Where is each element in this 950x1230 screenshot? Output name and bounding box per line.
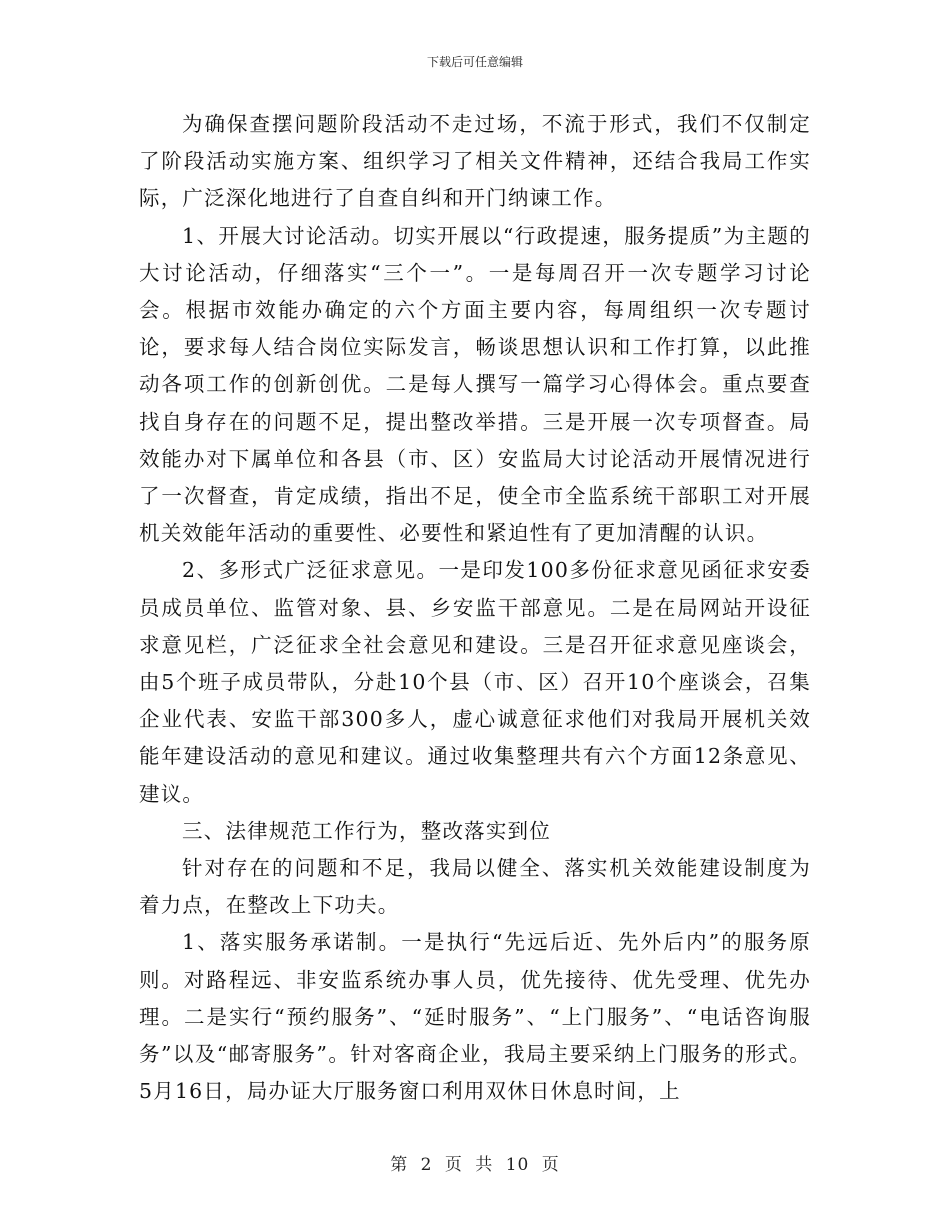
footer-suffix: 页 — [541, 1155, 560, 1175]
paragraph-discussion-activity: 1、开展大讨论活动。切实开展以“行政提速，服务提质”为主题的大讨论活动，仔细落实“三个一”。一是每周召开一次专题学习讨论会。根据市效能办确定的六个方面主要内容，每周组织一次专题讨论，要求每人结合岗位实际发言，畅谈思想认识和工作打算，以此推动各项工作的创新创优。二是每人撰写一篇学习心得体会。重点要查找自身存在的问题不足，提出整改举措。三是开展一次专项督查。局效能办对下属单位和各县（市、区）安监局大讨论活动开展情况进行了一次督查，肯定成绩，指出不足，使全市全监系统干部职工对开展机关效能年活动的重要性、必要性和紧迫性有了更加清醒的认识。 — [139, 223, 811, 546]
section-heading: 三、法律规范工作行为，整改落实到位 — [182, 818, 551, 843]
footer-page-word: 页 — [444, 1155, 463, 1175]
document-body — [139, 106, 811, 1110]
page-header: 下载后可任意编辑 — [426, 55, 523, 69]
paragraph-solicit-opinions: 2、多形式广泛征求意见。一是印发100多份征求意见函征求安委员成员单位、监管对象、县、乡安监干部意见。二是在局网站开设征求意见栏，广泛征求全社会意见和建设。三是召开征求意见座谈会，由5个班子成员带队，分赴10个县（市、区）召开10个座谈会，召集企业代表、安监干部300多人，虚心诚意征求他们对我局开展机关效能年建设活动的意见和建议。通过收集整理共有六个方面12条意见、建议。 — [139, 558, 811, 806]
paragraph-rectification: 针对存在的问题和不足，我局以健全、落实机关效能建设制度为着力点，在整改上下功夫。 — [139, 856, 811, 918]
footer-prefix: 第 — [390, 1155, 409, 1175]
paragraph-intro: 为确保查摆问题阶段活动不走过场，不流于形式，我们不仅制定了阶段活动实施方案、组织学习了相关文件精神，还结合我局工作实际，广泛深化地进行了自查自纠和开门纳谏工作。 — [139, 112, 811, 211]
footer-page-number: 2 — [420, 1155, 433, 1175]
paragraph-service-commitment: 1、落实服务承诺制。一是执行“先远后近、先外后内”的服务原则。对路程远、非安监系统办事人员，优先接待、优先受理、优先办理。二是实行“预约服务”、“延时服务”、“上门服务”、“电话咨询服务”以及“邮寄服务”。针对客商企业，我局主要采纳上门服务的形式。5月16日，局办证大厅服务窗口利用双休日休息时间，上 — [139, 930, 811, 1104]
page-footer — [0, 1154, 950, 1176]
footer-total-pages: 10 — [505, 1155, 530, 1175]
footer-total-word: 共 — [475, 1155, 494, 1175]
